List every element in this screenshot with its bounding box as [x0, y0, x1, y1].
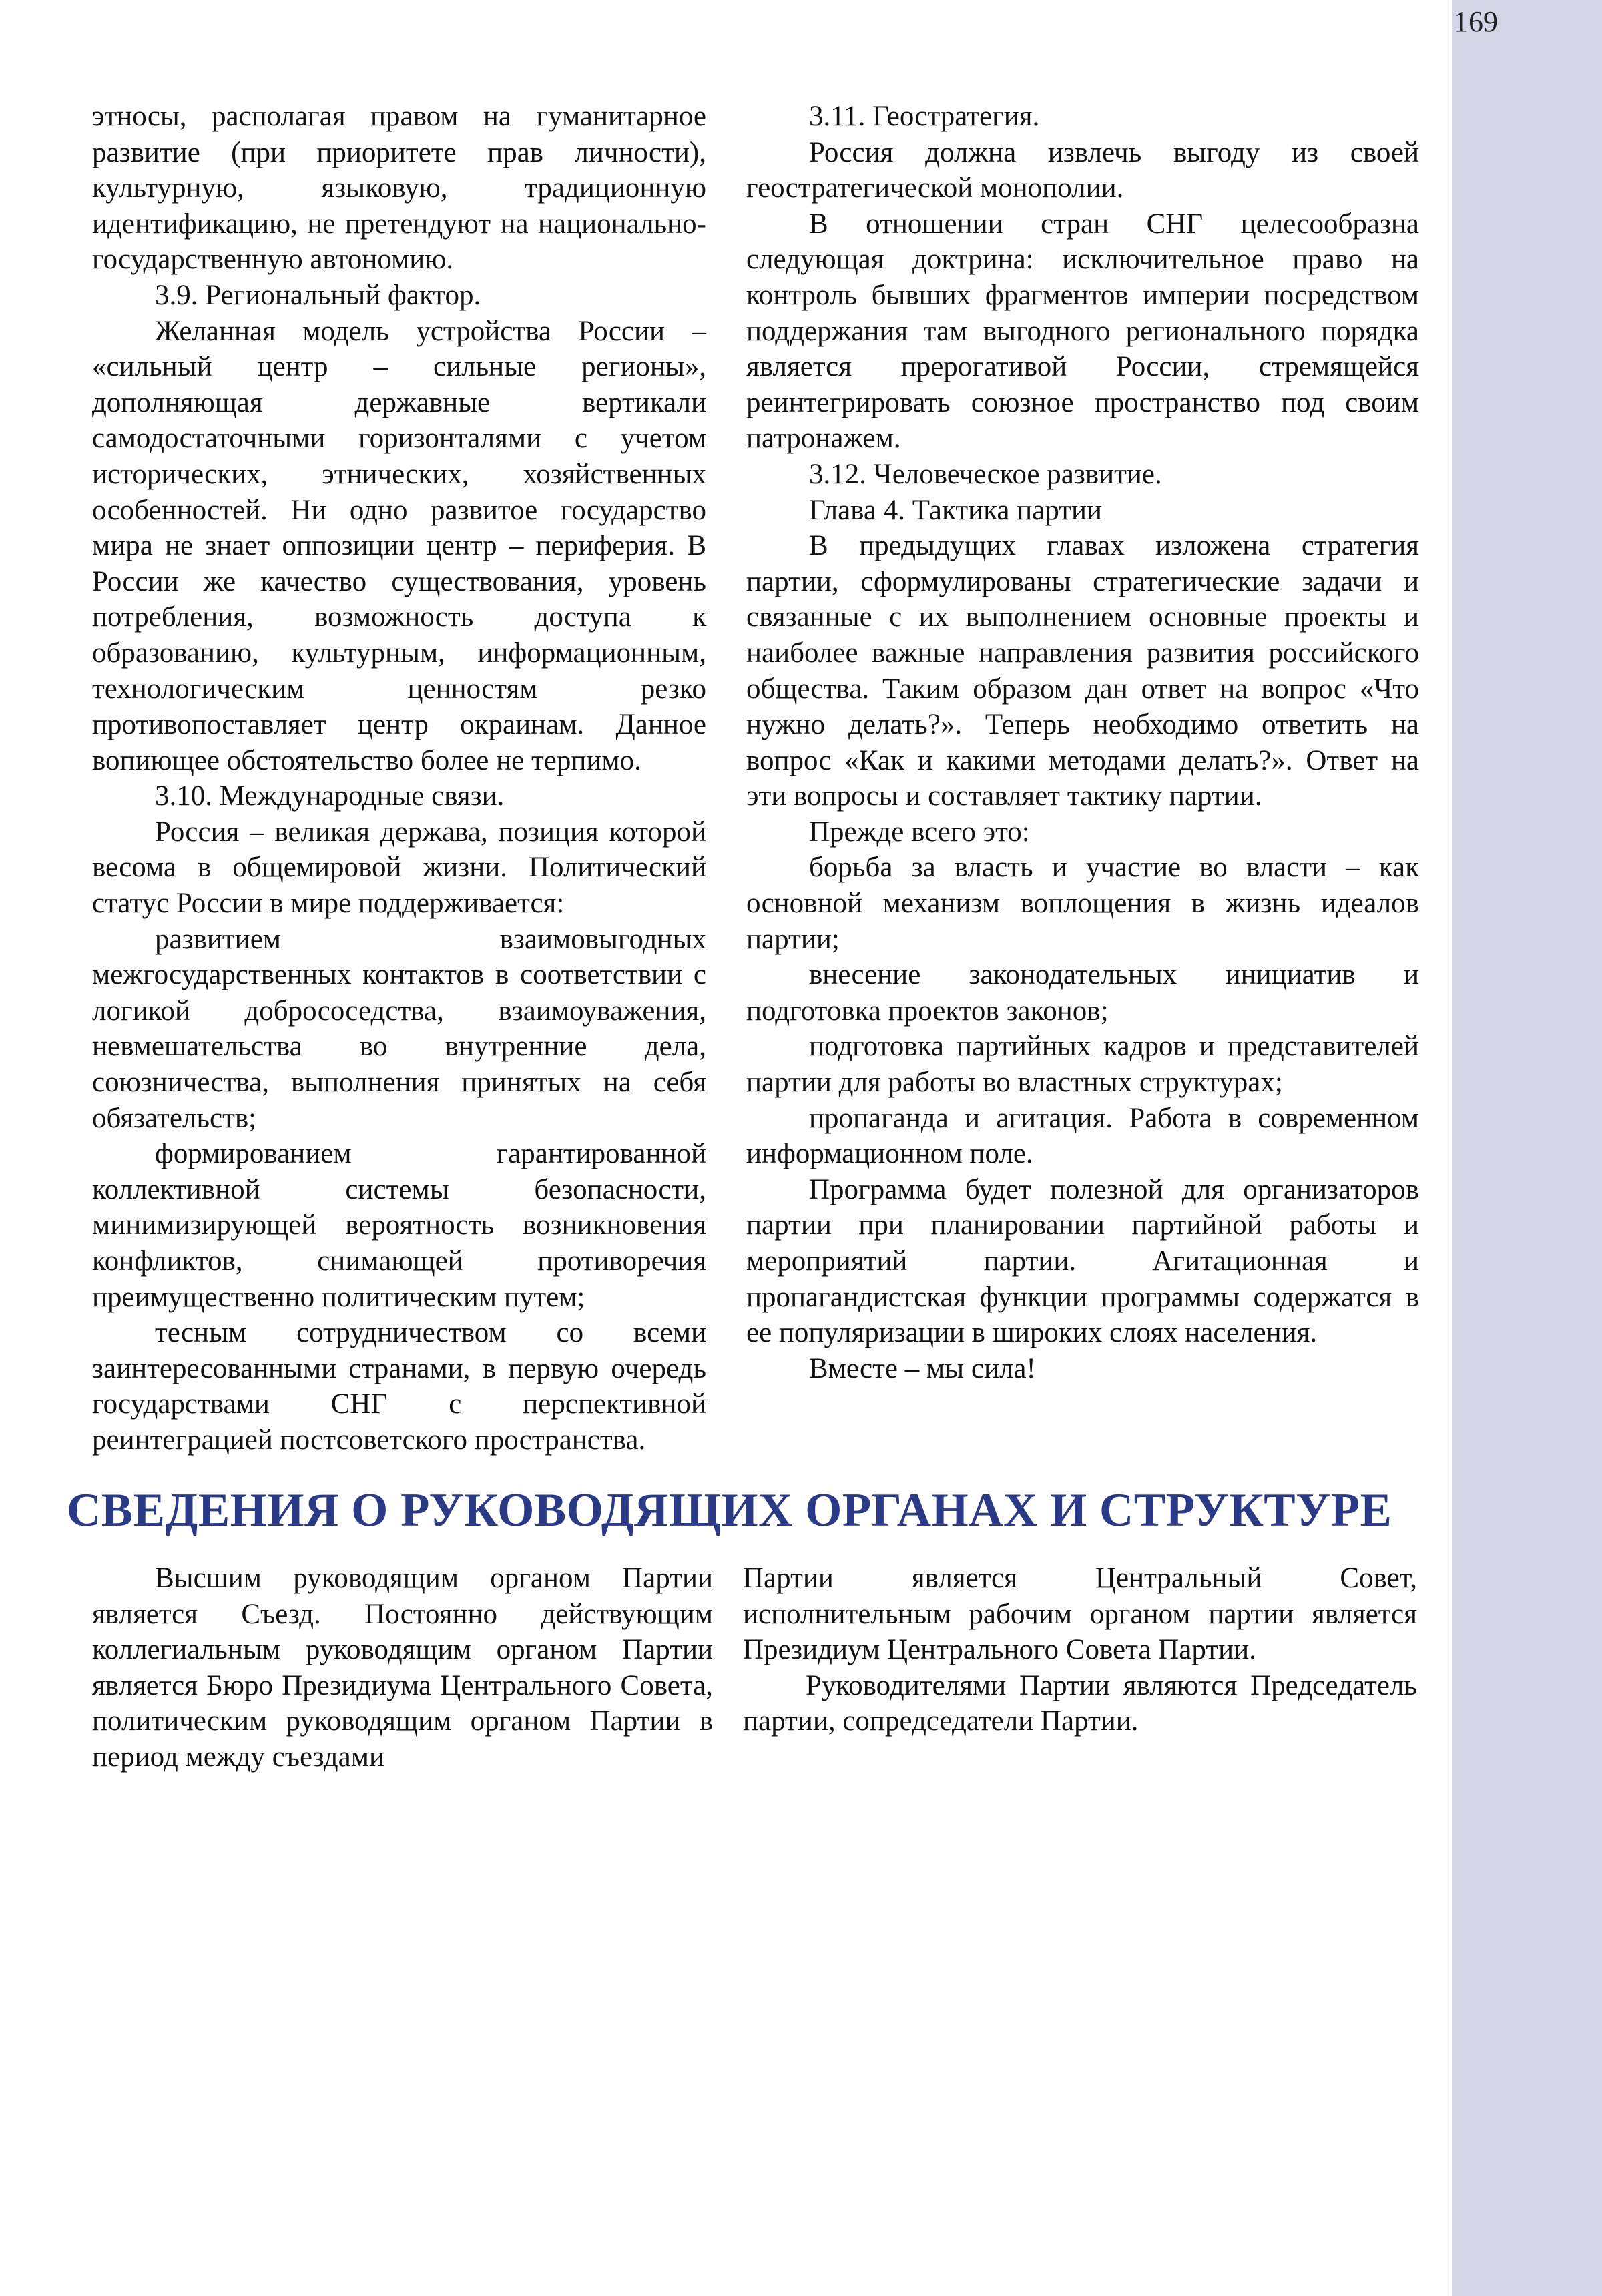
paragraph: 3.11. Геостратегия.: [809, 101, 1040, 132]
paragraph: развитием взаимовыгодных межгосударственных контактов в соответствии с логикой добрососедства, взаимоуважения, невмешательства во внутренние дела, союзничества, выполнения принятых на себя обязательств;: [92, 923, 706, 1134]
paragraph: борьба за власть и участие во власти – как основной механизм воплощения в жизнь идеалов партии;: [746, 852, 1419, 955]
paragraph: внесение законодательных инициатив и подготовка проектов законов;: [746, 959, 1419, 1027]
paragraph: пропаганда и агитация. Работа в современном информационном поле.: [746, 1102, 1419, 1170]
paragraph: 3.10. Международные связи.: [155, 780, 505, 812]
paragraph: Россия – великая держава, позиция которой весома в общемировой жизни. Политический статус России в мире поддерживается:: [92, 816, 706, 920]
paragraph: Прежде всего это:: [809, 816, 1030, 848]
paragraph: 3.12. Человеческое развитие.: [809, 458, 1162, 490]
paragraph: 3.9. Региональный фактор.: [155, 279, 481, 311]
paragraph: В отношении стран СНГ целесообразна следующая доктрина: исключительное право на контроль бывших фрагментов империи посредством поддержания там выгодного регионального порядка является прерогативой России, стремящейся реинтегрировать союзное пространство под своим патронажем.: [746, 208, 1419, 455]
page-margin-band: [1452, 0, 1602, 2296]
paragraph: тесным сотрудничеством со всеми заинтересованными странами, в первую очередь государствами СНГ с перспективной реинтеграцией постсоветского пространства.: [92, 1317, 706, 1456]
section-heading: СВЕДЕНИЯ О РУКОВОДЯЩИХ ОРГАНАХ И СТРУКТУРЕ: [67, 1484, 1392, 1536]
section-left-column: [92, 1560, 713, 1775]
paragraph: Россия должна извлечь выгоду из своей геостратегической монополии.: [746, 136, 1419, 204]
paragraph: Высшим руководящим органом Партии является Съезд. Постоянно действующим коллегиальным руководящим органом Партии является Бюро Президиума Центрального Совета, политическим руководящим органом Партии в период между съездами: [92, 1562, 713, 1773]
paragraph: этносы, располагая правом на гуманитарное развитие (при приоритете прав личности), культурную, языковую, традиционную идентификацию, не претендуют на национально-государственную автономию.: [92, 101, 706, 276]
paragraph: формированием гарантированной коллективной системы безопасности, минимизирующей вероятность возникновения конфликтов, снимающей противоречия преимущественно политическим путем;: [92, 1138, 706, 1313]
page-number: 169: [1454, 5, 1498, 38]
paragraph: Вместе – мы сила!: [809, 1352, 1036, 1384]
paragraph: Руководителями Партии являются Председатель партии, сопредседатели Партии.: [743, 1669, 1417, 1737]
section-right-column: [743, 1560, 1417, 1739]
right-text-column: [746, 99, 1419, 1386]
paragraph: В предыдущих главах изложена стратегия партии, сформулированы стратегические задачи и связанные с их выполнением основные проекты и наиболее важные направления развития российского общества. Таким образом дан ответ на вопрос «Что нужно делать?». Теперь необходимо ответить на вопрос «Как и какими методами делать?». Ответ на эти вопросы и составляет тактику партии.: [746, 530, 1419, 812]
paragraph: Глава 4. Тактика партии: [809, 494, 1103, 526]
paragraph: Программа будет полезной для организаторов партии при планировании партийной работы и мероприятий партии. Агитационная и пропагандистская функции программы содержатся в ее популяризации в широких слоях населения.: [746, 1173, 1419, 1349]
paragraph: подготовка партийных кадров и представителей партии для работы во властных структурах;: [746, 1031, 1419, 1099]
paragraph: Партии является Центральный Совет, исполнительным рабочим органом партии является Президиум Центрального Совета Партии.: [743, 1562, 1417, 1666]
left-text-column: [92, 99, 706, 1458]
paragraph: Желанная модель устройства России – «сильный центр – сильные регионы», дополняющая державные вертикали самодостаточными горизонталями с учетом исторических, этнических, хозяйственных особенностей. Ни одно развитое государство мира не знает оппозиции центр – периферия. В России же качество существования, уровень потребления, возможность доступа к образованию, культурным, информационным, технологическим ценностям резко противопоставляет центр окраинам. Данное вопиющее обстоятельство более не терпимо.: [92, 315, 706, 776]
